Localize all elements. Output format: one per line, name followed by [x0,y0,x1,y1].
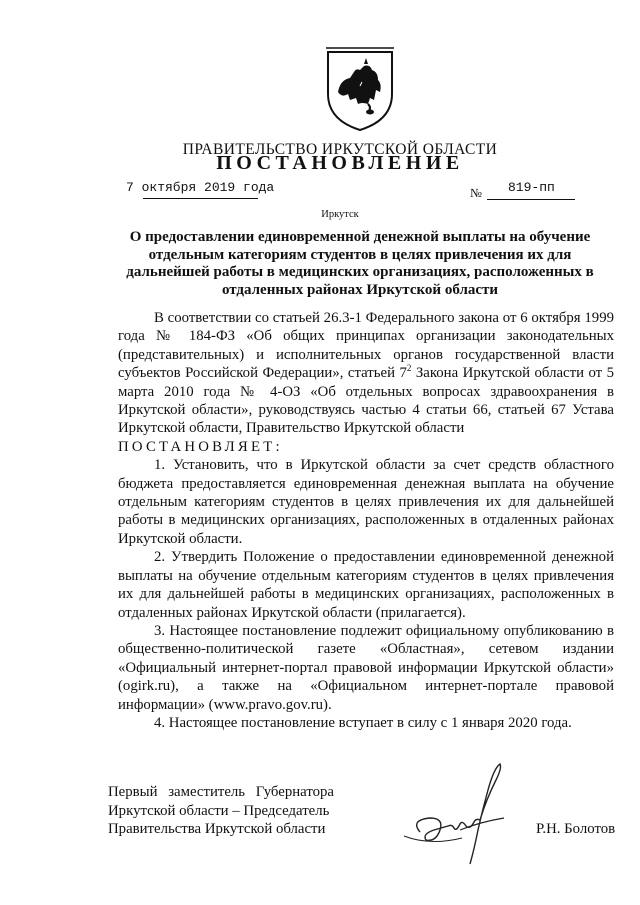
decree-item: 3. Настоящее постановление подлежит официальному опубликованию в общественно-политической газете «Областная», сетевом издании «Официальный интернет-портал правовой информации Иркутской области» (ogirk.ru), а также на «Официальном интернет-портале правовой информации» (www.pravo.gov.ru). [118,622,614,713]
preamble [118,309,614,438]
preamble-part2: Закона Иркутской области от 5 марта 2010 года № 4-ОЗ «Об отдельных вопросах здравоохранения в Иркутской области», руководствуясь частью 4 статьи 66, статьей 67 Устава Иркутской области, Правительство Иркутской области [118,365,614,437]
coat-of-arms-icon [320,42,400,134]
decree-item: 4. Настоящее постановление вступает в силу с 1 января 2020 года. [154,714,572,731]
decree-word: ПОСТАНОВЛЯЕТ: [118,438,283,455]
signer-position [108,783,334,839]
preamble-superscript: 2 [406,363,412,374]
signer-position-line: Правительства Иркутской области [108,821,326,838]
signer-position-line: Иркутской области – Председатель [108,802,330,819]
government-name: ПРАВИТЕЛЬСТВО ИРКУТСКОЙ ОБЛАСТИ [182,141,498,158]
number-underline [487,199,575,200]
document-number: 819-пп [508,180,555,195]
document-title: О предоставлении единовременной денежной выплаты на обучение отдельным категориям студентов в целях привлечения их для дальнейшей работы в медицинских организациях, расположенных в отдаленных районах Иркутской области [126,229,594,298]
document-type: ПОСТАНОВЛЕНИЕ [216,152,464,174]
preamble-part1: В соответствии со статьей 26.3-1 Федерального закона от 6 октября 1999 года № 184-ФЗ «Об общих принципах организации законодательных (представительных) и исполнительных органов государственной власти субъектов Российской Федерации», статьей 7 [118,310,614,382]
date-underline [143,198,258,199]
document-body [118,309,614,732]
signer-position-line: Первый заместитель Губернатора [108,784,334,800]
number-sign: № [470,186,482,200]
document-date: 7 октября 2019 года [126,180,275,195]
decree-item: 1. Установить, что в Иркутской области за счет средств областного бюджета предоставляется единовременная денежная выплата на обучение отдельным категориям студентов в целях привлечения их для дальнейшей работы в медицинских организациях, расположенных в отдаленных районах Иркутской области. [118,457,614,547]
decree-item: 2. Утвердить Положение о предоставлении единовременной денежной выплаты на обучение отдельным категориям студентов в целях привлечения их для дальнейшей работы в медицинских организациях, расположенных в отдаленных районах Иркутской области (прилагается). [118,549,614,621]
signer-name: Р.Н. Болотов [536,821,616,837]
handwritten-signature-icon [400,760,520,870]
city: Иркутск [321,209,359,220]
